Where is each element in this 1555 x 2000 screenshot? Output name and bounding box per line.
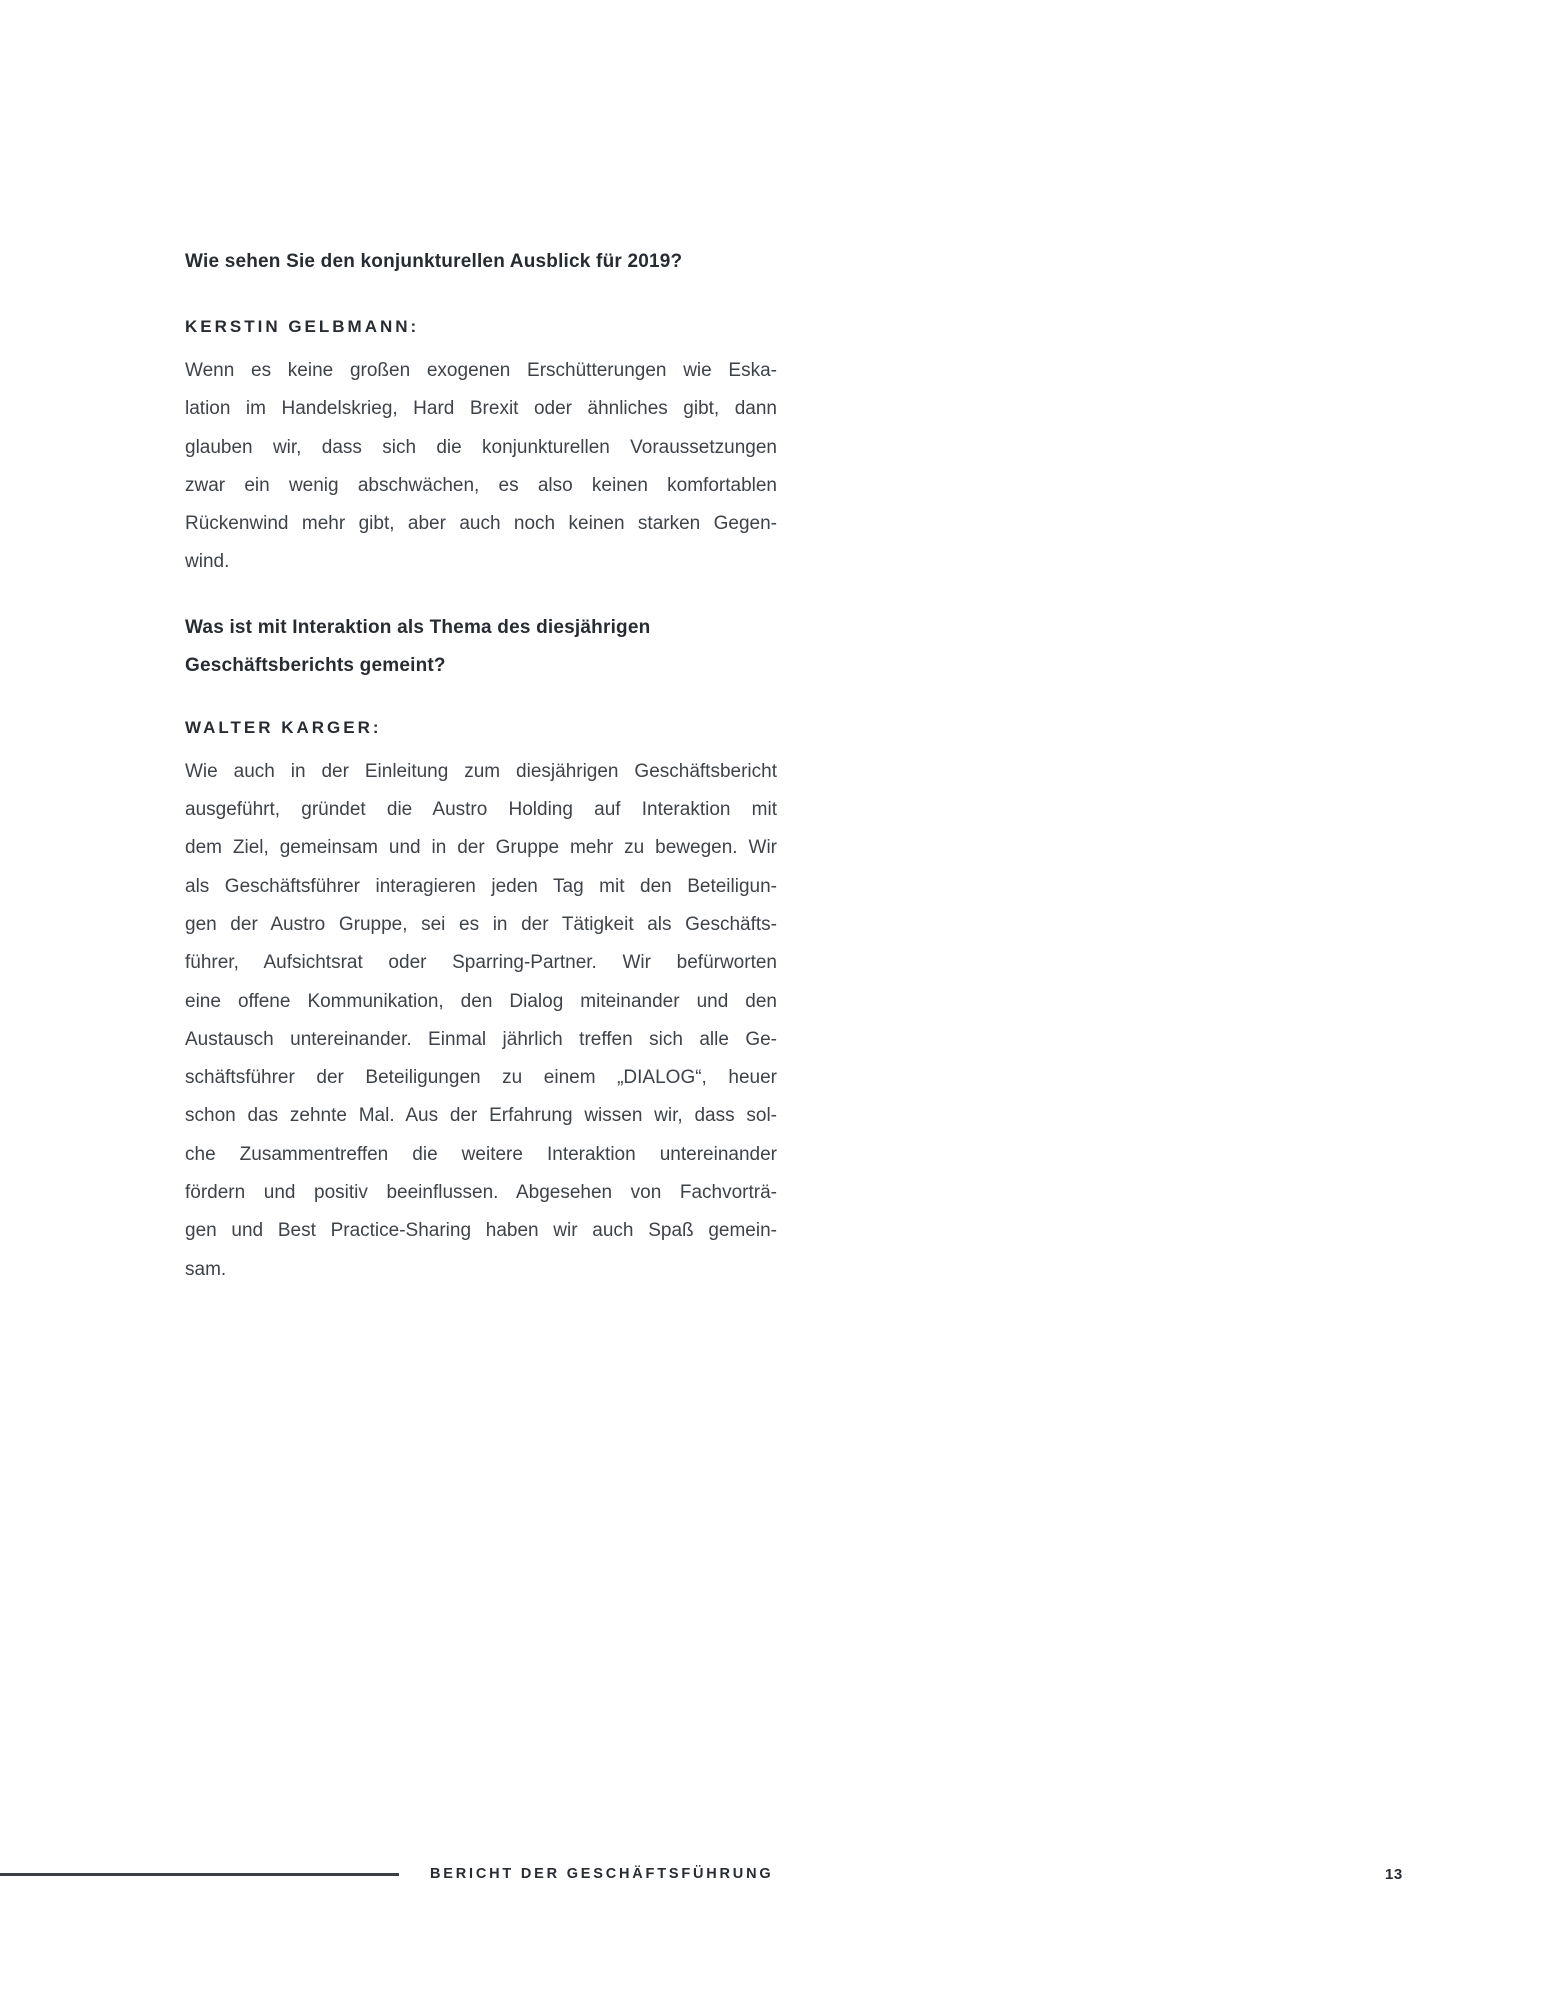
text-line: lation im Handelskrieg, Hard Brexit oder ähnliches gibt, dann bbox=[185, 398, 777, 420]
text-line: Wie sehen Sie den konjunkturellen Ausblick für 2019? bbox=[185, 251, 683, 272]
text-line: als Geschäftsführer interagieren jeden Tag mit den Beteiligun- bbox=[185, 875, 777, 897]
text-line: eine offene Kommunikation, den Dialog miteinander und den bbox=[185, 990, 777, 1012]
qa-block-1 bbox=[185, 243, 777, 582]
qa-block-2 bbox=[185, 609, 777, 1289]
interview-answer-1 bbox=[185, 352, 777, 582]
text-line: Was ist mit Interaktion als Thema des diesjährigen bbox=[185, 616, 651, 638]
text-line: Austausch untereinander. Einmal jährlich treffen sich alle Ge- bbox=[185, 1028, 777, 1050]
footer-divider-rule bbox=[0, 1873, 399, 1876]
text-line: Geschäftsberichts gemeint? bbox=[185, 654, 446, 676]
text-line: glauben wir, dass sich die konjunkturellen Voraussetzungen bbox=[185, 436, 777, 458]
text-line: wind. bbox=[185, 551, 230, 573]
interview-question-1 bbox=[185, 243, 777, 281]
text-line: führer, Aufsichtsrat oder Sparring-Partner. Wir befürworten bbox=[185, 952, 777, 974]
speaker-name-2: WALTER KARGER: bbox=[185, 717, 382, 737]
text-line: ausgeführt, gründet die Austro Holding auf Interaktion mit bbox=[185, 799, 777, 821]
text-line: Wenn es keine großen exogenen Erschütterungen wie Eska- bbox=[185, 360, 777, 381]
interview-question-2 bbox=[185, 609, 777, 685]
interview-column bbox=[185, 243, 777, 1289]
text-line: gen und Best Practice-Sharing haben wir auch Spaß gemein- bbox=[185, 1220, 777, 1242]
text-line: sam. bbox=[185, 1258, 227, 1280]
text-line: schäftsführer der Beteiligungen zu einem „DIALOG“, heuer bbox=[185, 1067, 777, 1089]
text-line: fördern und positiv beeinflussen. Abgesehen von Fachvorträ- bbox=[185, 1182, 777, 1204]
text-line: dem Ziel, gemeinsam und in der Gruppe mehr zu bewegen. Wir bbox=[185, 837, 777, 859]
text-line: gen der Austro Gruppe, sei es in der Tätigkeit als Geschäfts- bbox=[185, 913, 777, 935]
footer-section-title: BERICHT DER GESCHÄFTSFÜHRUNG bbox=[430, 1866, 774, 1882]
text-line: Rückenwind mehr gibt, aber auch noch keinen starken Gegen- bbox=[185, 513, 777, 535]
text-line: che Zusammentreffen die weitere Interaktion untereinander bbox=[185, 1143, 777, 1165]
text-line: Wie auch in der Einleitung zum diesjährigen Geschäftsbericht bbox=[185, 760, 777, 782]
speaker-name-1: KERSTIN GELBMANN: bbox=[185, 317, 420, 336]
interview-answer-2 bbox=[185, 753, 777, 1289]
page-number: 13 bbox=[1385, 1866, 1403, 1883]
text-line: schon das zehnte Mal. Aus der Erfahrung wissen wir, dass sol- bbox=[185, 1105, 777, 1127]
text-line: zwar ein wenig abschwächen, es also keinen komfortablen bbox=[185, 474, 777, 496]
